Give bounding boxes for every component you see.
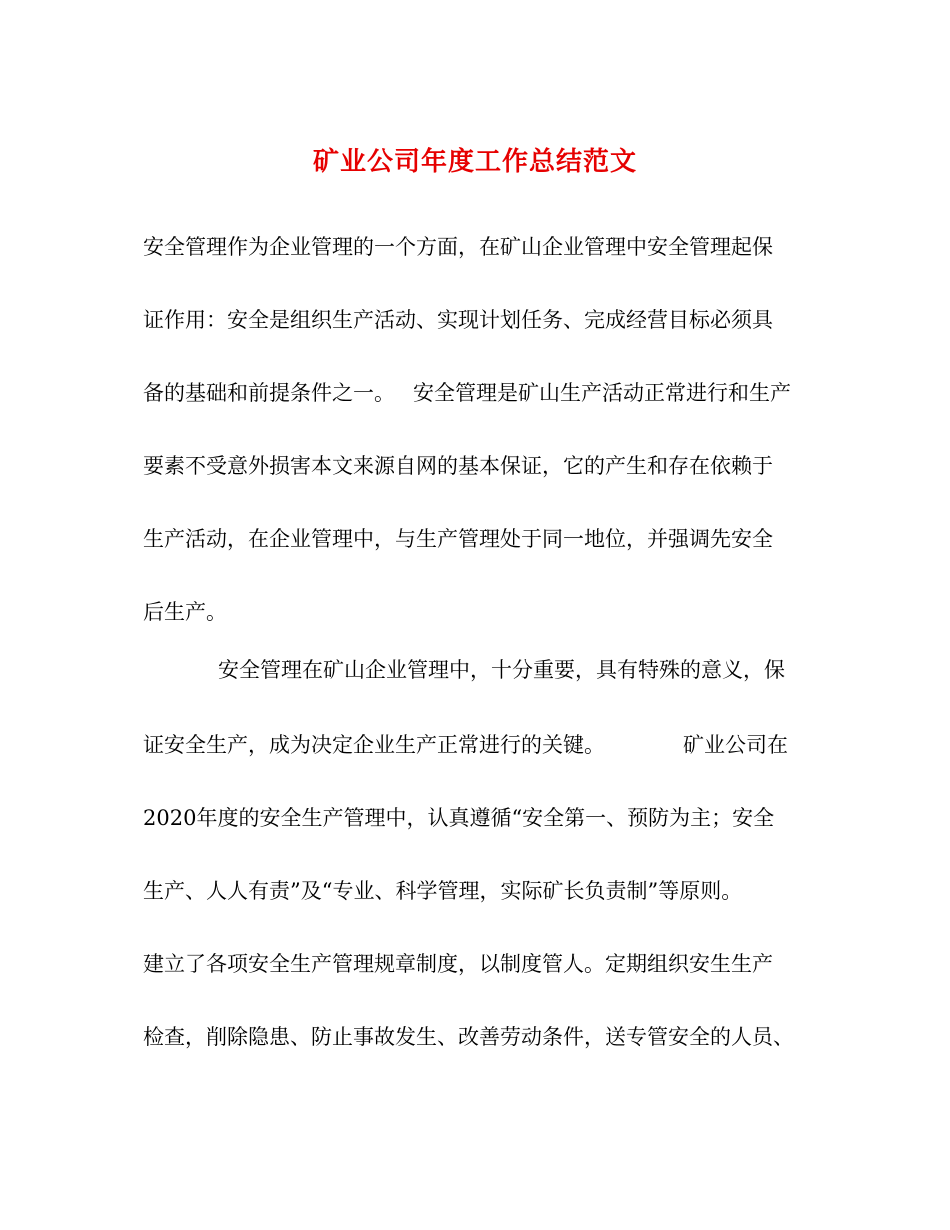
paragraph-1-line-3-part-a: 备的基础和前提条件之一。 (143, 381, 395, 405)
paragraph-1-line-6: 后生产。 (143, 600, 227, 624)
paragraph-1-line-5: 生产活动，在企业管理中，与生产管理处于同一地位，并强调先安全 (143, 527, 773, 551)
paragraph-1-line-3-part-b: 安全管理是矿山生产活动正常进行和生产 (413, 381, 791, 405)
paragraph-1-line-3 (143, 378, 791, 408)
paragraph-2-line-1 (143, 655, 785, 685)
paragraph-2-line-1-text: 安全管理在矿山企业管理中，十分重要，具有特殊的意义，保 (218, 658, 785, 682)
document-title: 矿业公司年度工作总结范文 (312, 147, 637, 177)
paragraph-1-line-2: 证作用：安全是组织生产活动、实现计划任务、完成经营目标必须具 (143, 308, 773, 332)
paragraph-2-line-3: 2020年度的安全生产管理中，认真遵循“安全第一、预防为主；安全 (143, 806, 775, 830)
paragraph-2-line-4: 生产、人人有责”及“专业、科学管理，实际矿长负责制”等原则。 (143, 879, 743, 903)
paragraph-1-line-1: 安全管理作为企业管理的一个方面，在矿山企业管理中安全管理起保 (143, 235, 773, 259)
paragraph-2-line-2-part-b: 矿业公司在 (683, 733, 788, 757)
paragraph-2-line-5: 建立了各项安全生产管理规章制度，以制度管人。定期组织安生生产 (143, 952, 773, 976)
paragraph-1-line-4: 要素不受意外损害本文来源自网的基本保证，它的产生和存在依赖于 (143, 454, 773, 478)
paragraph-2-line-2 (143, 730, 788, 760)
paragraph-2-line-6: 检查，削除隐患、防止事故发生、改善劳动条件，送专管安全的人员、 (143, 1025, 794, 1049)
paragraph-2-line-2-part-a: 证安全生产，成为决定企业生产正常进行的关键。 (143, 733, 605, 757)
